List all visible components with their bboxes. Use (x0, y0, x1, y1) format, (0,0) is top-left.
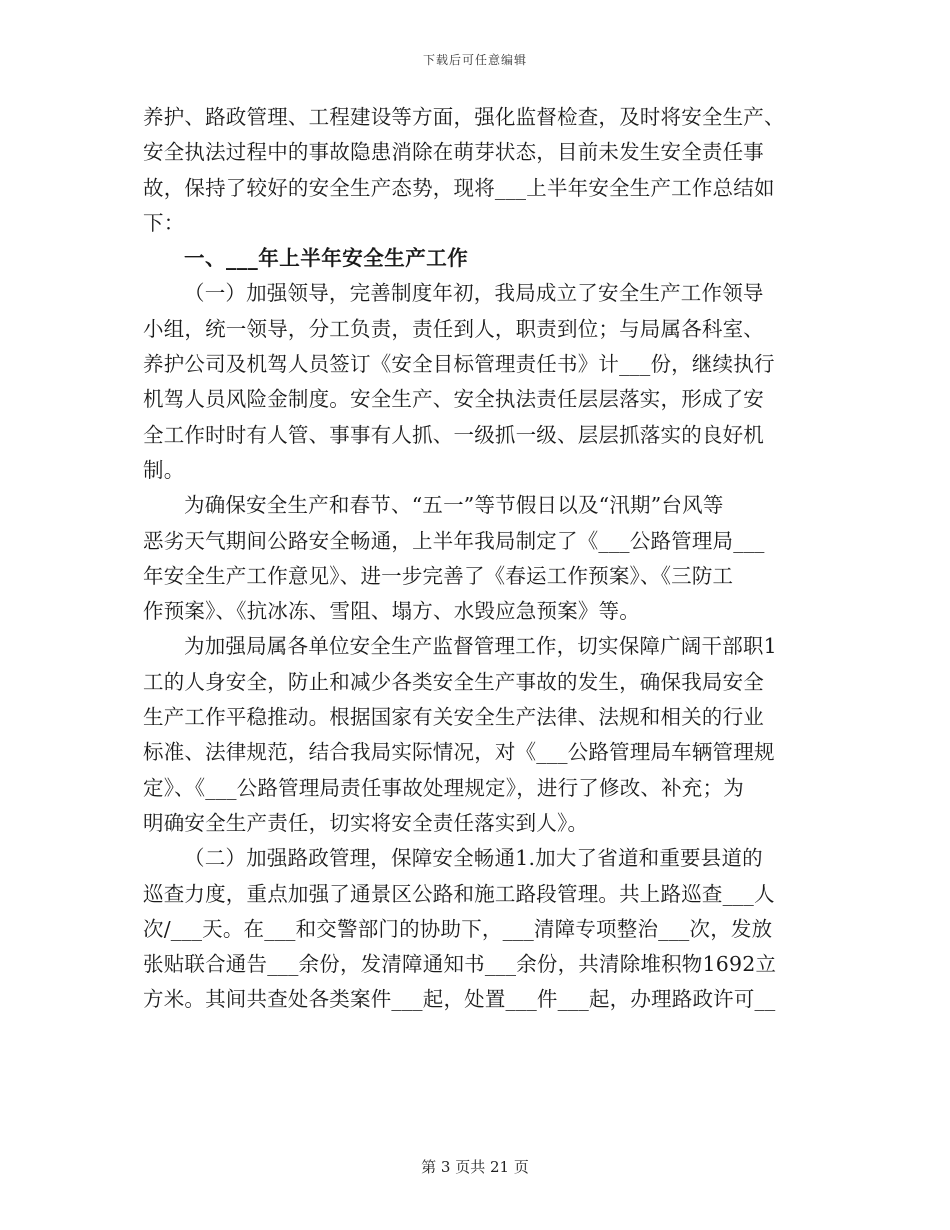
text-line: 机驾人员风险金制度。安全生产、安全执法责任层层落实，形成了安 (143, 387, 764, 412)
header-note: 下载后可任意编辑 (422, 53, 527, 67)
text-line: 全工作时时有人管、事事有人抓、一级抓一级、层层抓落实的良好机 (143, 422, 764, 447)
text-line: （一）加强领导，完善制度年初，我局成立了安全生产工作领导 (184, 281, 764, 306)
text-line: 张贴联合通告___余份，发清障通知书___余份，共清除堆积物1692立 (143, 952, 777, 977)
text-line: 下： (143, 210, 185, 235)
text-line: 制。 (143, 457, 185, 482)
document-body (143, 100, 807, 1018)
text-line: 工的人身安全，防止和减少各类安全生产事故的发生，确保我局安全 (143, 669, 764, 694)
text-line: 养护公司及机驾人员签订《安全目标管理责任书》计___份，继续执行 (143, 352, 775, 377)
text-line: 次/___天。在___和交警部门的协助下，___清障专项整治___次，发放 (143, 916, 773, 941)
page-number-footer: 第 3 页共 21 页 (421, 1158, 529, 1176)
text-line: 明确安全生产责任，切实将安全责任落实到人》。 (143, 810, 589, 835)
text-line: 方米。其间共查处各类案件___起，处置___件___起，办理路政许可__ (143, 987, 776, 1012)
section-heading: 一、___年上半年安全生产工作 (184, 246, 469, 271)
text-line: 为确保安全生产和春节、“五一”等节假日以及“汛期”台风等 (184, 493, 724, 518)
text-line: 生产工作平稳推动。根据国家有关安全生产法律、法规和相关的行业 (143, 705, 764, 730)
text-line: 恶劣天气期间公路安全畅通，上半年我局制定了《___公路管理局___ (143, 528, 765, 553)
text-line: 作预案》、《抗冰冻、雪阻、塌方、水毁应急预案》等。 (143, 599, 640, 624)
text-line: 定》、《___公路管理局责任事故处理规定》，进行了修改、补充；为 (143, 775, 744, 800)
text-line: 安全执法过程中的事故隐患消除在萌芽状态，目前未发生安全责任事 (143, 140, 764, 165)
text-line: （二）加强路政管理，保障安全畅通1.加大了省道和重要县道的 (184, 846, 763, 871)
text-line: 小组，统一领导，分工负责，责任到人，职责到位；与局属各科室、 (143, 316, 764, 341)
text-line: 年安全生产工作意见》、进一步完善了《春运工作预案》、《三防工 (143, 563, 734, 588)
text-line: 故，保持了较好的安全生产态势，现将___上半年安全生产工作总结如 (143, 175, 775, 200)
text-line: 标准、法律规范，结合我局实际情况，对《___公路管理局车辆管理规 (143, 740, 775, 765)
text-line: 巡查力度，重点加强了通景区公路和施工路段管理。共上路巡查___人 (143, 881, 775, 906)
text-line: 养护、路政管理、工程建设等方面，强化监督检查，及时将安全生产、 (143, 105, 785, 129)
text-line: 为加强局属各单位安全生产监督管理工作，切实保障广阔干部职1 (184, 634, 777, 659)
